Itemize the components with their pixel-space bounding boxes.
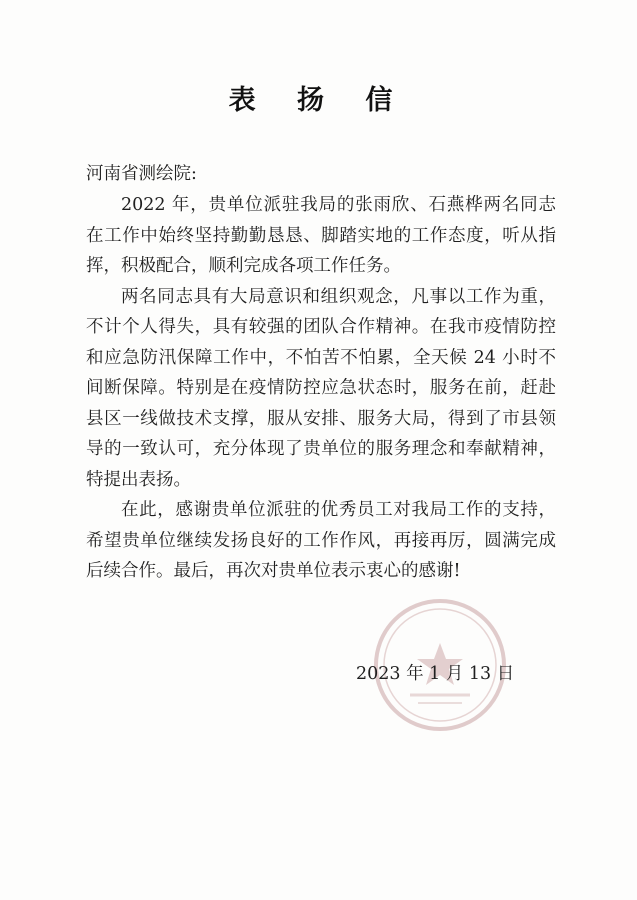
letter-body (86, 190, 556, 587)
paragraph-2: 两名同志具有大局意识和组织观念，凡事以工作为重，不计个人得失，具有较强的团队合作精神。在我市疫情防控和应急防汛保障工作中，不怕苦不怕累，全天候 24 小时不间断保障。特别是在疫情防控应急状态时，服务在前，赶赴县区一线做技术支撑，服从安排、服务大局，得到了市县领导的一致认可，充分体现了贵单位的服务理念和奉献精神，特提出表扬。 (86, 286, 556, 490)
paragraph-1: 2022 年，贵单位派驻我局的张雨欣、石燕桦两名同志在工作中始终坚持勤勤恳恳、脚踏实地的工作态度，听从指挥，积极配合，顺利完成各项工作任务。 (86, 195, 556, 276)
salutation: 河南省测绘院: (86, 164, 197, 184)
document-title: 表 扬 信 (228, 85, 409, 116)
letter-date: 2023 年 1 月 13 日 (356, 664, 515, 684)
paragraph-3: 在此，感谢贵单位派驻的优秀员工对我局工作的支持，希望贵单位继续发扬良好的工作作风，再接再厉，圆满完成后续合作。最后，再次对贵单位表示衷心的感谢! (86, 500, 556, 581)
